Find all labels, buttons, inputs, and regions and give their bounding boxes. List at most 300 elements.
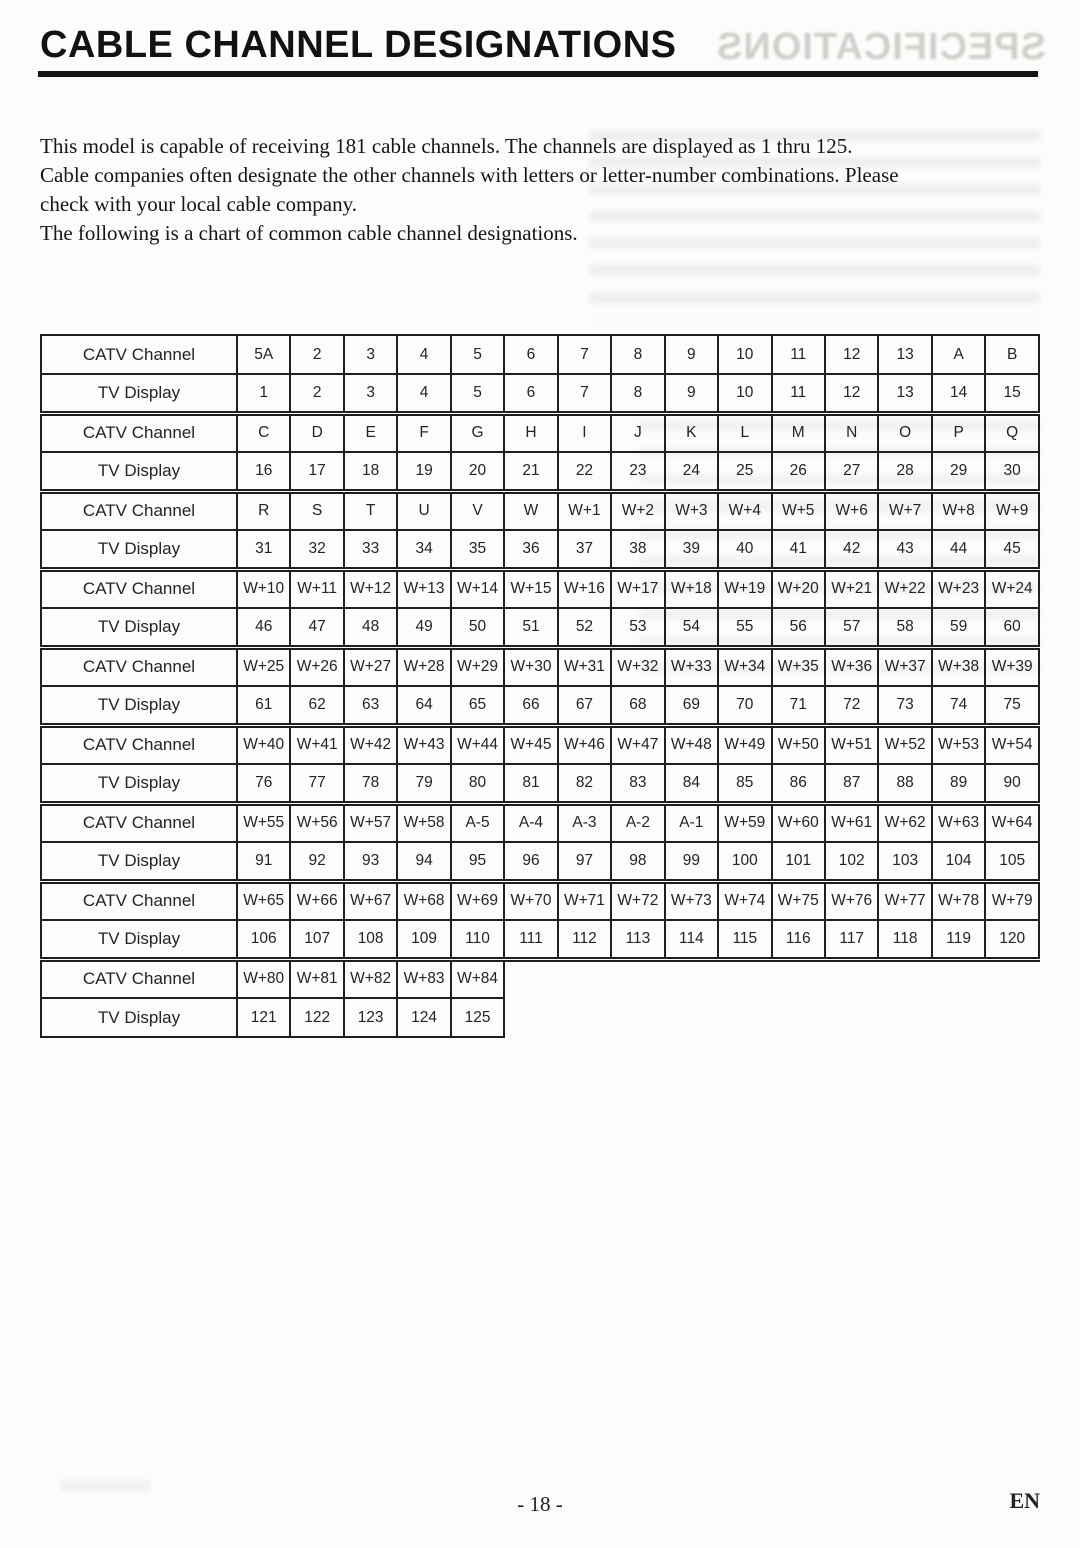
channel-cell: W+12 — [344, 569, 397, 608]
channel-cell: N — [825, 413, 878, 452]
channel-cell: 19 — [397, 452, 450, 491]
empty-cell — [772, 998, 825, 1037]
channel-cell: 104 — [932, 842, 985, 881]
channel-cell: 8 — [611, 374, 664, 413]
channel-cell: W+78 — [932, 881, 985, 920]
channel-cell: 90 — [985, 764, 1039, 803]
empty-cell — [932, 959, 985, 998]
channel-cell: 11 — [772, 374, 825, 413]
channel-cell: W+77 — [878, 881, 931, 920]
channel-cell: 32 — [290, 530, 343, 569]
channel-cell: W+58 — [397, 803, 450, 842]
channel-cell: 12 — [825, 335, 878, 374]
channel-cell: W+1 — [558, 491, 611, 530]
channel-cell: W+36 — [825, 647, 878, 686]
channel-cell: 73 — [878, 686, 931, 725]
channel-cell: 98 — [611, 842, 664, 881]
channel-cell: 120 — [985, 920, 1039, 959]
channel-cell: T — [344, 491, 397, 530]
channel-cell: 40 — [718, 530, 771, 569]
title-underline-rule — [38, 71, 1038, 77]
channel-cell: 36 — [504, 530, 557, 569]
channel-cell: 113 — [611, 920, 664, 959]
channel-cell: 21 — [504, 452, 557, 491]
channel-cell: 115 — [718, 920, 771, 959]
channel-cell: 31 — [237, 530, 290, 569]
channel-cell: W+59 — [718, 803, 771, 842]
catv-channel-row — [41, 335, 1039, 374]
channel-cell: W+10 — [237, 569, 290, 608]
channel-cell: 91 — [237, 842, 290, 881]
channel-cell: 114 — [665, 920, 718, 959]
channel-cell: 54 — [665, 608, 718, 647]
channel-cell: W+79 — [985, 881, 1039, 920]
channel-cell: W+7 — [878, 491, 931, 530]
channel-cell: 74 — [932, 686, 985, 725]
channel-cell: W+76 — [825, 881, 878, 920]
channel-cell: 47 — [290, 608, 343, 647]
channel-cell: 58 — [878, 608, 931, 647]
channel-cell: W+82 — [344, 959, 397, 998]
channel-cell: 121 — [237, 998, 290, 1037]
channel-cell: 27 — [825, 452, 878, 491]
row-label: CATV Channel — [41, 335, 237, 374]
channel-cell: 34 — [397, 530, 450, 569]
channel-cell: W+73 — [665, 881, 718, 920]
tv-display-row — [41, 374, 1039, 413]
channel-cell: 95 — [451, 842, 504, 881]
channel-cell: U — [397, 491, 450, 530]
channel-cell: W+24 — [985, 569, 1039, 608]
channel-cell: W+34 — [718, 647, 771, 686]
channel-cell: O — [878, 413, 931, 452]
channel-cell: 69 — [665, 686, 718, 725]
channel-cell: W+51 — [825, 725, 878, 764]
channel-cell: W+19 — [718, 569, 771, 608]
channel-cell: 65 — [451, 686, 504, 725]
empty-cell — [504, 959, 557, 998]
channel-cell: W+71 — [558, 881, 611, 920]
empty-cell — [825, 959, 878, 998]
row-label: TV Display — [41, 608, 237, 647]
channel-cell: W+25 — [237, 647, 290, 686]
empty-cell — [718, 998, 771, 1037]
channel-cell: 87 — [825, 764, 878, 803]
channel-cell: R — [237, 491, 290, 530]
channel-cell: 102 — [825, 842, 878, 881]
catv-channel-row — [41, 569, 1039, 608]
empty-cell — [932, 998, 985, 1037]
channel-cell: W+55 — [237, 803, 290, 842]
channel-cell: 10 — [718, 374, 771, 413]
channel-cell: 61 — [237, 686, 290, 725]
channel-cell: 86 — [772, 764, 825, 803]
channel-cell: 124 — [397, 998, 450, 1037]
channel-cell: 118 — [878, 920, 931, 959]
channel-cell: W+35 — [772, 647, 825, 686]
channel-cell: 18 — [344, 452, 397, 491]
tv-display-row — [41, 452, 1039, 491]
channel-cell: W+70 — [504, 881, 557, 920]
channel-cell: 4 — [397, 335, 450, 374]
channel-cell: 15 — [985, 374, 1039, 413]
channel-cell: W+40 — [237, 725, 290, 764]
empty-cell — [558, 998, 611, 1037]
channel-cell: 24 — [665, 452, 718, 491]
channel-cell: A-4 — [504, 803, 557, 842]
channel-cell: W+27 — [344, 647, 397, 686]
channel-cell: E — [344, 413, 397, 452]
channel-cell: W+65 — [237, 881, 290, 920]
channel-cell: 20 — [451, 452, 504, 491]
empty-cell — [718, 959, 771, 998]
channel-cell: W+21 — [825, 569, 878, 608]
channel-cell: W+3 — [665, 491, 718, 530]
channel-cell: W+44 — [451, 725, 504, 764]
channel-cell: 50 — [451, 608, 504, 647]
channel-cell: 81 — [504, 764, 557, 803]
channel-cell: 89 — [932, 764, 985, 803]
channel-cell: 30 — [985, 452, 1039, 491]
channel-cell: 100 — [718, 842, 771, 881]
row-label: TV Display — [41, 452, 237, 491]
channel-cell: A-1 — [665, 803, 718, 842]
channel-cell: 96 — [504, 842, 557, 881]
channel-cell: 6 — [504, 335, 557, 374]
channel-cell: W+4 — [718, 491, 771, 530]
channel-cell: W+16 — [558, 569, 611, 608]
channel-cell: W+26 — [290, 647, 343, 686]
channel-cell: 49 — [397, 608, 450, 647]
catv-channel-row — [41, 647, 1039, 686]
channel-cell: 45 — [985, 530, 1039, 569]
catv-channel-row — [41, 881, 1039, 920]
channel-designation-table — [40, 334, 1040, 1038]
channel-cell: 12 — [825, 374, 878, 413]
empty-cell — [504, 998, 557, 1037]
channel-cell: D — [290, 413, 343, 452]
channel-cell: 80 — [451, 764, 504, 803]
channel-cell: V — [451, 491, 504, 530]
channel-cell: W+22 — [878, 569, 931, 608]
tv-display-row — [41, 608, 1039, 647]
channel-cell: 51 — [504, 608, 557, 647]
channel-cell: 77 — [290, 764, 343, 803]
channel-cell: 37 — [558, 530, 611, 569]
channel-cell: H — [504, 413, 557, 452]
channel-cell: 109 — [397, 920, 450, 959]
catv-channel-row — [41, 413, 1039, 452]
channel-cell: 111 — [504, 920, 557, 959]
channel-cell: A-2 — [611, 803, 664, 842]
channel-cell: 70 — [718, 686, 771, 725]
channel-cell: W+30 — [504, 647, 557, 686]
channel-cell: 10 — [718, 335, 771, 374]
channel-cell: 59 — [932, 608, 985, 647]
channel-cell: 41 — [772, 530, 825, 569]
channel-cell: W+14 — [451, 569, 504, 608]
row-label: TV Display — [41, 530, 237, 569]
channel-cell: L — [718, 413, 771, 452]
channel-cell: 108 — [344, 920, 397, 959]
channel-cell: 76 — [237, 764, 290, 803]
channel-cell: 110 — [451, 920, 504, 959]
channel-cell: W+54 — [985, 725, 1039, 764]
row-label: TV Display — [41, 374, 237, 413]
channel-cell: 16 — [237, 452, 290, 491]
channel-cell: 3 — [344, 335, 397, 374]
channel-cell: W+29 — [451, 647, 504, 686]
channel-cell: 79 — [397, 764, 450, 803]
channel-cell: W+6 — [825, 491, 878, 530]
channel-cell: 1 — [237, 374, 290, 413]
empty-cell — [878, 998, 931, 1037]
channel-cell: W+66 — [290, 881, 343, 920]
channel-cell: A-3 — [558, 803, 611, 842]
channel-cell: 22 — [558, 452, 611, 491]
channel-cell: W+37 — [878, 647, 931, 686]
empty-cell — [878, 959, 931, 998]
channel-cell: 63 — [344, 686, 397, 725]
channel-cell: 43 — [878, 530, 931, 569]
channel-cell: 35 — [451, 530, 504, 569]
channel-table — [40, 334, 1040, 1038]
channel-cell: 39 — [665, 530, 718, 569]
channel-cell: 17 — [290, 452, 343, 491]
channel-cell: 57 — [825, 608, 878, 647]
intro-line: This model is capable of receiving 181 cable channels. The channels are displayed as 1 thru 125. — [40, 134, 853, 158]
channel-cell: 13 — [878, 374, 931, 413]
channel-cell: W+5 — [772, 491, 825, 530]
tv-display-row — [41, 530, 1039, 569]
channel-cell: W+43 — [397, 725, 450, 764]
language-code: EN — [1009, 1488, 1040, 1513]
channel-cell: P — [932, 413, 985, 452]
channel-cell: 64 — [397, 686, 450, 725]
channel-cell: 101 — [772, 842, 825, 881]
channel-cell: 67 — [558, 686, 611, 725]
channel-cell: 112 — [558, 920, 611, 959]
channel-cell: 25 — [718, 452, 771, 491]
channel-cell: W+31 — [558, 647, 611, 686]
channel-cell: B — [985, 335, 1039, 374]
row-label: CATV Channel — [41, 803, 237, 842]
channel-cell: W+81 — [290, 959, 343, 998]
page-title: CABLE CHANNEL DESIGNATIONS — [40, 24, 677, 66]
channel-cell: W+33 — [665, 647, 718, 686]
channel-cell: 60 — [985, 608, 1039, 647]
channel-cell: 83 — [611, 764, 664, 803]
channel-cell: F — [397, 413, 450, 452]
row-label: TV Display — [41, 920, 237, 959]
row-label: TV Display — [41, 764, 237, 803]
bleed-through-title: SPECIFICATIONS — [716, 26, 1046, 68]
channel-cell: W+61 — [825, 803, 878, 842]
empty-cell — [825, 998, 878, 1037]
channel-cell: 117 — [825, 920, 878, 959]
channel-cell: G — [451, 413, 504, 452]
channel-cell: Q — [985, 413, 1039, 452]
channel-cell: W+28 — [397, 647, 450, 686]
channel-cell: 44 — [932, 530, 985, 569]
tv-display-row — [41, 686, 1039, 725]
channel-cell: 56 — [772, 608, 825, 647]
channel-cell: 13 — [878, 335, 931, 374]
channel-cell: 5A — [237, 335, 290, 374]
channel-table-body — [41, 335, 1039, 1037]
channel-cell: 9 — [665, 374, 718, 413]
channel-cell: K — [665, 413, 718, 452]
channel-cell: W+52 — [878, 725, 931, 764]
channel-cell: 3 — [344, 374, 397, 413]
row-label: CATV Channel — [41, 959, 237, 998]
row-label: CATV Channel — [41, 491, 237, 530]
channel-cell: 84 — [665, 764, 718, 803]
row-label: CATV Channel — [41, 725, 237, 764]
channel-cell: W+47 — [611, 725, 664, 764]
empty-cell — [611, 998, 664, 1037]
channel-cell: 23 — [611, 452, 664, 491]
channel-cell: W+18 — [665, 569, 718, 608]
channel-cell: W+11 — [290, 569, 343, 608]
channel-cell: W+62 — [878, 803, 931, 842]
tv-display-row — [41, 920, 1039, 959]
channel-cell: 82 — [558, 764, 611, 803]
tv-display-row — [41, 842, 1039, 881]
channel-cell: 7 — [558, 335, 611, 374]
channel-cell: W+32 — [611, 647, 664, 686]
channel-cell: A — [932, 335, 985, 374]
row-label: TV Display — [41, 686, 237, 725]
channel-cell: W+83 — [397, 959, 450, 998]
channel-cell: W+17 — [611, 569, 664, 608]
channel-cell: 68 — [611, 686, 664, 725]
channel-cell: 8 — [611, 335, 664, 374]
channel-cell: 52 — [558, 608, 611, 647]
channel-cell: W+41 — [290, 725, 343, 764]
channel-cell: 122 — [290, 998, 343, 1037]
intro-line: The following is a chart of common cable channel designations. — [40, 221, 578, 245]
channel-cell: 2 — [290, 374, 343, 413]
channel-cell: W+48 — [665, 725, 718, 764]
channel-cell: W+68 — [397, 881, 450, 920]
channel-cell: W+69 — [451, 881, 504, 920]
channel-cell: W+38 — [932, 647, 985, 686]
catv-channel-row — [41, 725, 1039, 764]
channel-cell: W+13 — [397, 569, 450, 608]
channel-cell: 48 — [344, 608, 397, 647]
channel-cell: W — [504, 491, 557, 530]
row-label: TV Display — [41, 998, 237, 1037]
channel-cell: 116 — [772, 920, 825, 959]
channel-cell: 26 — [772, 452, 825, 491]
channel-cell: 75 — [985, 686, 1039, 725]
channel-cell: 2 — [290, 335, 343, 374]
channel-cell: I — [558, 413, 611, 452]
channel-cell: W+2 — [611, 491, 664, 530]
channel-cell: 99 — [665, 842, 718, 881]
channel-cell: 14 — [932, 374, 985, 413]
channel-cell: W+72 — [611, 881, 664, 920]
channel-cell: 103 — [878, 842, 931, 881]
channel-cell: W+49 — [718, 725, 771, 764]
channel-cell: 106 — [237, 920, 290, 959]
empty-cell — [611, 959, 664, 998]
empty-cell — [665, 959, 718, 998]
empty-cell — [985, 959, 1039, 998]
channel-cell: W+75 — [772, 881, 825, 920]
channel-cell: 6 — [504, 374, 557, 413]
channel-cell: 72 — [825, 686, 878, 725]
channel-cell: W+42 — [344, 725, 397, 764]
channel-cell: W+57 — [344, 803, 397, 842]
empty-cell — [665, 998, 718, 1037]
empty-cell — [772, 959, 825, 998]
channel-cell: 119 — [932, 920, 985, 959]
channel-cell: 29 — [932, 452, 985, 491]
channel-cell: J — [611, 413, 664, 452]
row-label: CATV Channel — [41, 413, 237, 452]
channel-cell: 28 — [878, 452, 931, 491]
channel-cell: 11 — [772, 335, 825, 374]
channel-cell: W+63 — [932, 803, 985, 842]
channel-cell: W+56 — [290, 803, 343, 842]
channel-cell: 62 — [290, 686, 343, 725]
channel-cell: 33 — [344, 530, 397, 569]
empty-cell — [558, 959, 611, 998]
row-label: CATV Channel — [41, 881, 237, 920]
channel-cell: 85 — [718, 764, 771, 803]
channel-cell: 94 — [397, 842, 450, 881]
channel-cell: W+60 — [772, 803, 825, 842]
intro-line: Cable companies often designate the other channels with letters or letter-number combinations. Please — [40, 163, 899, 187]
row-label: CATV Channel — [41, 569, 237, 608]
catv-channel-row — [41, 959, 1039, 998]
channel-cell: W+64 — [985, 803, 1039, 842]
channel-cell: 42 — [825, 530, 878, 569]
channel-cell: 5 — [451, 374, 504, 413]
page-number: - 18 - — [517, 1492, 563, 1516]
channel-cell: 93 — [344, 842, 397, 881]
channel-cell: W+15 — [504, 569, 557, 608]
channel-cell: 78 — [344, 764, 397, 803]
channel-cell: W+23 — [932, 569, 985, 608]
channel-cell: 9 — [665, 335, 718, 374]
channel-cell: W+80 — [237, 959, 290, 998]
channel-cell: W+50 — [772, 725, 825, 764]
channel-cell: 125 — [451, 998, 504, 1037]
channel-cell: A-5 — [451, 803, 504, 842]
channel-cell: 107 — [290, 920, 343, 959]
channel-cell: C — [237, 413, 290, 452]
channel-cell: 46 — [237, 608, 290, 647]
channel-cell: 92 — [290, 842, 343, 881]
channel-cell: W+84 — [451, 959, 504, 998]
channel-cell: 88 — [878, 764, 931, 803]
channel-cell: 97 — [558, 842, 611, 881]
channel-cell: W+45 — [504, 725, 557, 764]
channel-cell: 71 — [772, 686, 825, 725]
row-label: CATV Channel — [41, 647, 237, 686]
intro-line: check with your local cable company. — [40, 192, 358, 216]
channel-cell: W+9 — [985, 491, 1039, 530]
channel-cell: W+46 — [558, 725, 611, 764]
channel-cell: 4 — [397, 374, 450, 413]
channel-cell: S — [290, 491, 343, 530]
channel-cell: W+67 — [344, 881, 397, 920]
channel-cell: 55 — [718, 608, 771, 647]
channel-cell: 105 — [985, 842, 1039, 881]
